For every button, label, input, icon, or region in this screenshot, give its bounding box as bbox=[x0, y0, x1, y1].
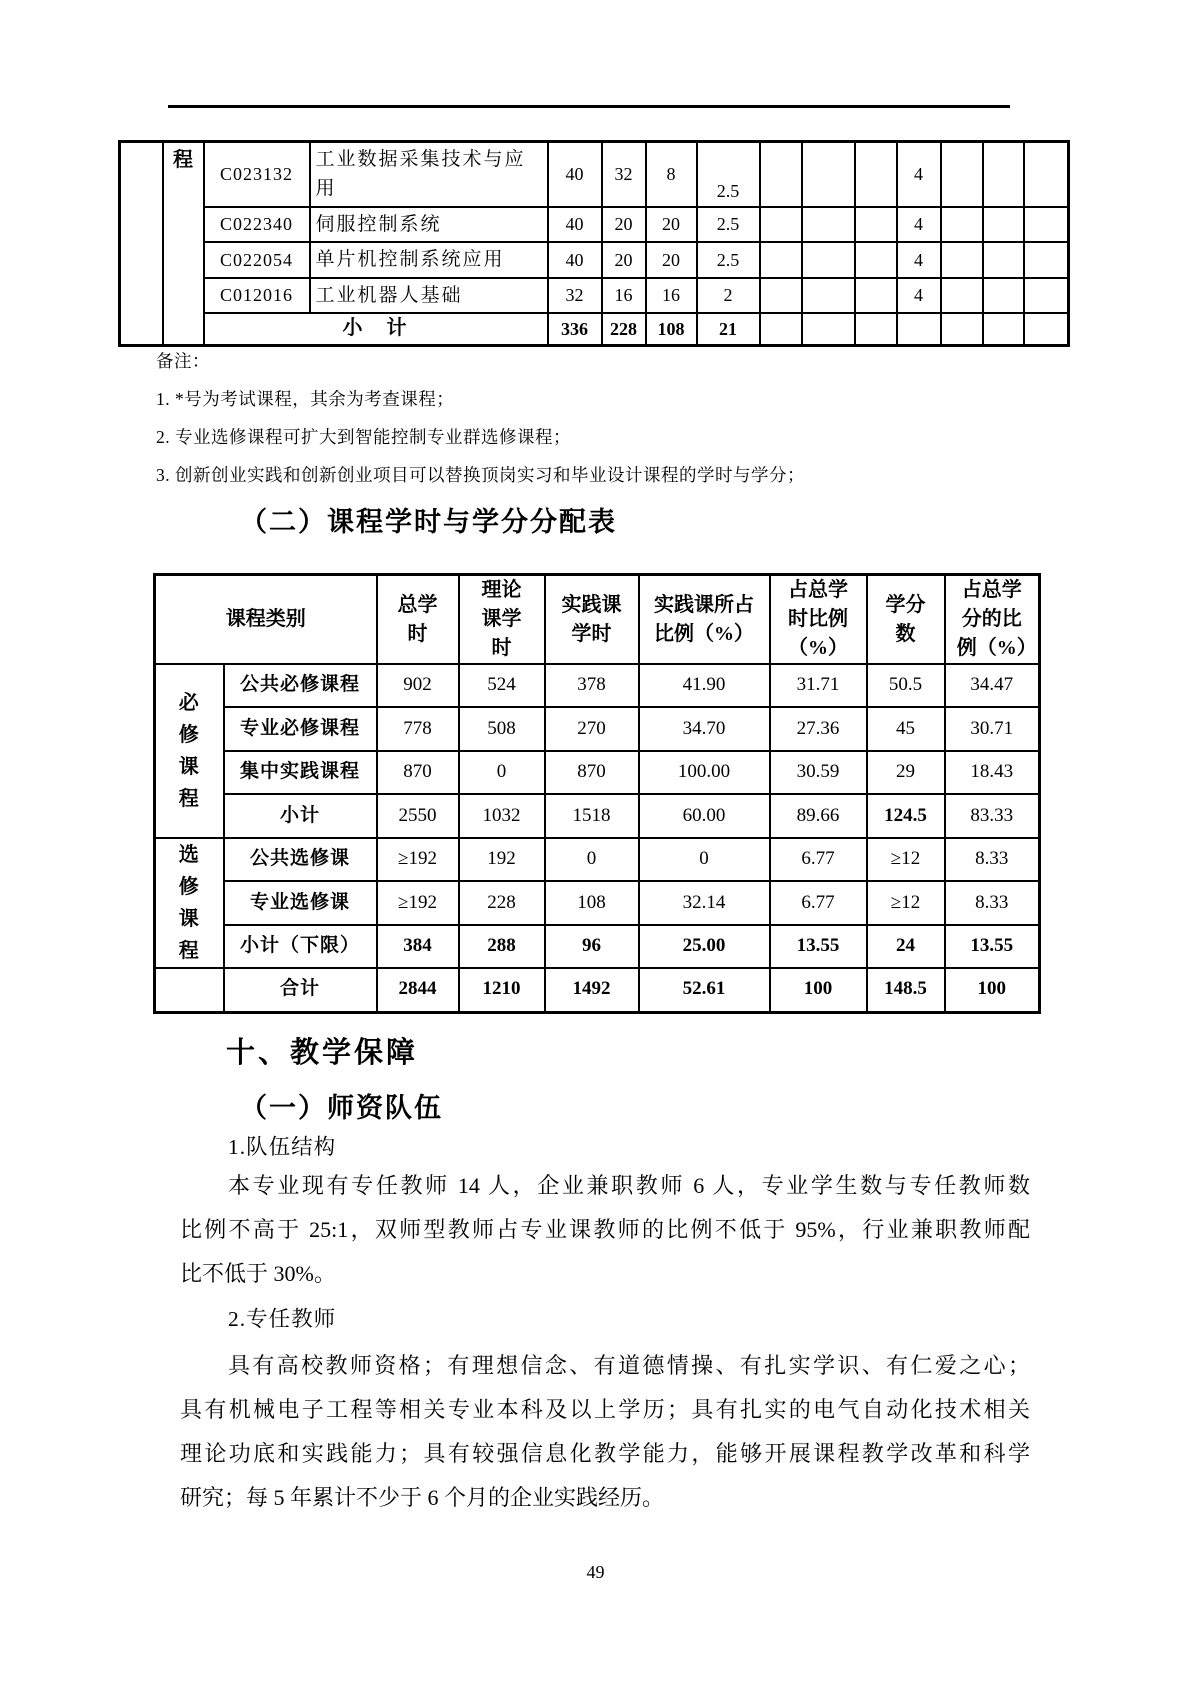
value-cell: 270 bbox=[545, 707, 639, 751]
page-number: 49 bbox=[586, 1562, 605, 1582]
value-cell: ≥12 bbox=[867, 881, 945, 925]
value-cell: 34.47 bbox=[945, 664, 1040, 707]
value-cell: 30.71 bbox=[945, 707, 1040, 751]
header-category bbox=[155, 575, 377, 665]
empty-cell bbox=[1024, 142, 1069, 207]
empty-cell bbox=[897, 313, 941, 345]
empty-cell bbox=[155, 968, 224, 1012]
value-cell: 60.00 bbox=[639, 794, 770, 838]
value-cell: 384 bbox=[377, 925, 459, 968]
value-cell: 25.00 bbox=[639, 925, 770, 968]
value-cell: 1032 bbox=[459, 794, 545, 838]
table-row bbox=[155, 707, 1040, 751]
support-section-heading: 十、教学保障 bbox=[226, 1037, 419, 1069]
paragraph-line: 具有高校教师资格；有理想信念、有道德情操、有扎实学识、有仁爱之心； bbox=[228, 1353, 1030, 1378]
faculty-subsection-heading: （一）师资队伍 bbox=[240, 1093, 443, 1123]
value-cell: ≥192 bbox=[377, 881, 459, 925]
credits-cell: 2 bbox=[697, 278, 760, 313]
value-cell: 29 bbox=[867, 751, 945, 794]
theory-hours-cell: 16 bbox=[602, 278, 646, 313]
paragraph-fulltime-teachers bbox=[180, 1344, 1030, 1520]
empty-cell bbox=[941, 242, 983, 277]
practice-hours-cell: 20 bbox=[646, 207, 697, 242]
subtotal-row bbox=[155, 925, 1040, 968]
value-cell: 31.71 bbox=[770, 664, 867, 707]
value-cell: 1518 bbox=[545, 794, 639, 838]
value-cell: 45 bbox=[867, 707, 945, 751]
header-theory-hours bbox=[459, 575, 545, 665]
category-label-cell: 程 bbox=[163, 142, 204, 346]
row-label-cell: 公共选修课 bbox=[224, 838, 377, 881]
value-cell: 96 bbox=[545, 925, 639, 968]
empty-cell bbox=[983, 278, 1024, 313]
empty-cell bbox=[855, 242, 897, 277]
course-code-cell: C023132 bbox=[204, 142, 310, 207]
value-cell: 52.61 bbox=[639, 968, 770, 1012]
category-text: 选修课程 bbox=[178, 844, 200, 962]
weekly-hours-cell: 4 bbox=[897, 242, 941, 277]
value-cell: 778 bbox=[377, 707, 459, 751]
course-code-cell: C022054 bbox=[204, 242, 310, 277]
value-cell: 89.66 bbox=[770, 794, 867, 838]
practice-hours-cell: 20 bbox=[646, 242, 697, 277]
empty-cell bbox=[983, 142, 1024, 207]
theory-hours-cell: 20 bbox=[602, 207, 646, 242]
practice-hours-cell: 8 bbox=[646, 142, 697, 207]
total-hours-cell: 40 bbox=[548, 242, 602, 277]
table-row bbox=[120, 242, 1069, 277]
course-name-cell: 伺服控制系统 bbox=[310, 207, 548, 242]
note-item: 3. 创新创业实践和创新创业项目可以替换顶岗实习和毕业设计课程的学时与学分； bbox=[156, 465, 805, 485]
empty-cell bbox=[802, 142, 855, 207]
hours-credits-allocation-table bbox=[153, 573, 1041, 1014]
allocation-section-heading: （二）课程学时与学分分配表 bbox=[240, 507, 617, 537]
empty-cell bbox=[1024, 242, 1069, 277]
weekly-hours-cell: 4 bbox=[897, 278, 941, 313]
value-cell: 192 bbox=[459, 838, 545, 881]
item2-title: 2.专任教师 bbox=[228, 1307, 337, 1331]
empty-cell bbox=[941, 278, 983, 313]
table-row bbox=[120, 207, 1069, 242]
page-header-rule bbox=[168, 105, 1010, 108]
value-cell: 228 bbox=[459, 881, 545, 925]
empty-cell bbox=[983, 207, 1024, 242]
elective-category-cell bbox=[155, 838, 224, 968]
value-cell: 2844 bbox=[377, 968, 459, 1012]
note-item: 2. 专业选修课程可扩大到智能控制专业群选修课程； bbox=[156, 427, 571, 447]
table-row bbox=[155, 838, 1040, 881]
subtotal-row bbox=[120, 313, 1069, 345]
header-text: 实践课所占比例（%） bbox=[654, 593, 754, 645]
header-text: 学分数 bbox=[885, 593, 926, 645]
row-label-cell: 专业必修课程 bbox=[224, 707, 377, 751]
value-cell: 124.5 bbox=[867, 794, 945, 838]
header-text: 占总学时比例（%） bbox=[788, 579, 848, 659]
value-cell: 18.43 bbox=[945, 751, 1040, 794]
empty-cell bbox=[855, 278, 897, 313]
subtotal-theory-cell: 228 bbox=[602, 313, 646, 345]
empty-cell bbox=[983, 242, 1024, 277]
theory-hours-cell: 20 bbox=[602, 242, 646, 277]
practice-hours-cell: 16 bbox=[646, 278, 697, 313]
value-cell: 100.00 bbox=[639, 751, 770, 794]
header-total-hours-ratio bbox=[770, 575, 867, 665]
theory-hours-cell: 32 bbox=[602, 142, 646, 207]
subtotal-label-cell: 小 计 bbox=[204, 313, 548, 345]
value-cell: 100 bbox=[770, 968, 867, 1012]
value-cell: 27.36 bbox=[770, 707, 867, 751]
empty-cell bbox=[802, 207, 855, 242]
course-plan-table-fragment bbox=[118, 140, 1070, 347]
value-cell: 6.77 bbox=[770, 838, 867, 881]
total-row bbox=[155, 968, 1040, 1012]
subtotal-total-cell: 336 bbox=[548, 313, 602, 345]
value-cell: 1210 bbox=[459, 968, 545, 1012]
row-label-cell: 公共必修课程 bbox=[224, 664, 377, 707]
total-hours-cell: 40 bbox=[548, 207, 602, 242]
value-cell: 108 bbox=[545, 881, 639, 925]
row-label-cell: 小计 bbox=[224, 794, 377, 838]
paragraph-team-structure bbox=[180, 1164, 1030, 1296]
empty-cell bbox=[802, 278, 855, 313]
table-row bbox=[155, 664, 1040, 707]
subtotal-credits-cell: 21 bbox=[697, 313, 760, 345]
required-category-cell bbox=[155, 664, 224, 838]
total-hours-cell: 40 bbox=[548, 142, 602, 207]
item1-title: 1.队伍结构 bbox=[228, 1135, 337, 1159]
value-cell: 288 bbox=[459, 925, 545, 968]
header-text: 课程类别 bbox=[225, 608, 306, 630]
row-label-cell: 集中实践课程 bbox=[224, 751, 377, 794]
table-row bbox=[120, 278, 1069, 313]
course-name-cell: 单片机控制系统应用 bbox=[310, 242, 548, 277]
course-name-cell: 工业数据采集技术与应用 bbox=[310, 142, 548, 207]
notes-title: 备注： bbox=[156, 351, 210, 371]
table-row bbox=[155, 881, 1040, 925]
value-cell: 0 bbox=[459, 751, 545, 794]
total-hours-cell: 32 bbox=[548, 278, 602, 313]
value-cell: ≥192 bbox=[377, 838, 459, 881]
credits-cell: 2.5 bbox=[697, 207, 760, 242]
credits-cell: 2.5 bbox=[697, 142, 760, 207]
table-row bbox=[155, 751, 1040, 794]
paragraph-line: 比例不高于 25:1，双师型教师占专业课教师的比例不低于 95%，行业兼职教师配 bbox=[180, 1217, 1030, 1242]
header-text: 总学时 bbox=[397, 593, 438, 645]
subtotal-row bbox=[155, 794, 1040, 838]
paragraph-line: 比不低于 30%。 bbox=[180, 1261, 336, 1286]
empty-cell bbox=[983, 313, 1024, 345]
header-practice-hours bbox=[545, 575, 639, 665]
value-cell: 1492 bbox=[545, 968, 639, 1012]
header-text: 理论课学时 bbox=[481, 579, 522, 659]
row-label-cell: 专业选修课 bbox=[224, 881, 377, 925]
header-total-hours bbox=[377, 575, 459, 665]
row-label-cell: 合计 bbox=[224, 968, 377, 1012]
value-cell: 13.55 bbox=[770, 925, 867, 968]
empty-cell bbox=[760, 313, 802, 345]
value-cell: 0 bbox=[545, 838, 639, 881]
paragraph-line: 研究；每 5 年累计不少于 6 个月的企业实践经历。 bbox=[180, 1485, 665, 1510]
value-cell: 41.90 bbox=[639, 664, 770, 707]
value-cell: 100 bbox=[945, 968, 1040, 1012]
header-text: 占总学分的比例（%） bbox=[956, 579, 1037, 659]
value-cell: 902 bbox=[377, 664, 459, 707]
course-code-cell: C022340 bbox=[204, 207, 310, 242]
value-cell: 148.5 bbox=[867, 968, 945, 1012]
value-cell: 524 bbox=[459, 664, 545, 707]
header-row bbox=[155, 575, 1040, 665]
category-text: 必修课程 bbox=[178, 692, 200, 810]
paragraph-line: 本专业现有专任教师 14 人，企业兼职教师 6 人，专业学生数与专任教师数 bbox=[228, 1173, 1030, 1198]
value-cell: 50.5 bbox=[867, 664, 945, 707]
table-row bbox=[120, 142, 1069, 207]
credits-cell: 2.5 bbox=[697, 242, 760, 277]
empty-cell bbox=[760, 278, 802, 313]
value-cell: 34.70 bbox=[639, 707, 770, 751]
subtotal-practice-cell: 108 bbox=[646, 313, 697, 345]
empty-cell bbox=[855, 313, 897, 345]
paragraph-line: 具有机械电子工程等相关专业本科及以上学历；具有扎实的电气自动化技术相关 bbox=[180, 1397, 1030, 1422]
empty-cell bbox=[760, 207, 802, 242]
header-text: 实践课学时 bbox=[561, 593, 622, 645]
empty-cell bbox=[760, 242, 802, 277]
header-credits bbox=[867, 575, 945, 665]
row-label-cell: 小计（下限） bbox=[224, 925, 377, 968]
value-cell: 508 bbox=[459, 707, 545, 751]
value-cell: 378 bbox=[545, 664, 639, 707]
category-stub-cell bbox=[120, 142, 163, 346]
value-cell: ≥12 bbox=[867, 838, 945, 881]
value-cell: 24 bbox=[867, 925, 945, 968]
note-item: 1. *号为考试课程，其余为考查课程； bbox=[156, 389, 455, 409]
value-cell: 8.33 bbox=[945, 881, 1040, 925]
value-cell: 870 bbox=[377, 751, 459, 794]
empty-cell bbox=[760, 142, 802, 207]
paragraph-line: 理论功底和实践能力；具有较强信息化教学能力，能够开展课程教学改革和科学 bbox=[180, 1441, 1030, 1466]
value-cell: 30.59 bbox=[770, 751, 867, 794]
weekly-hours-cell: 4 bbox=[897, 142, 941, 207]
empty-cell bbox=[941, 142, 983, 207]
empty-cell bbox=[1024, 313, 1069, 345]
course-name-cell: 工业机器人基础 bbox=[310, 278, 548, 313]
value-cell: 32.14 bbox=[639, 881, 770, 925]
header-credits-ratio bbox=[945, 575, 1040, 665]
value-cell: 13.55 bbox=[945, 925, 1040, 968]
value-cell: 2550 bbox=[377, 794, 459, 838]
empty-cell bbox=[941, 207, 983, 242]
empty-cell bbox=[855, 142, 897, 207]
value-cell: 83.33 bbox=[945, 794, 1040, 838]
empty-cell bbox=[941, 313, 983, 345]
value-cell: 870 bbox=[545, 751, 639, 794]
header-practice-ratio bbox=[639, 575, 770, 665]
value-cell: 0 bbox=[639, 838, 770, 881]
empty-cell bbox=[802, 313, 855, 345]
weekly-hours-cell: 4 bbox=[897, 207, 941, 242]
value-cell: 8.33 bbox=[945, 838, 1040, 881]
empty-cell bbox=[1024, 207, 1069, 242]
value-cell: 6.77 bbox=[770, 881, 867, 925]
empty-cell bbox=[802, 242, 855, 277]
course-code-cell: C012016 bbox=[204, 278, 310, 313]
empty-cell bbox=[1024, 278, 1069, 313]
empty-cell bbox=[855, 207, 897, 242]
